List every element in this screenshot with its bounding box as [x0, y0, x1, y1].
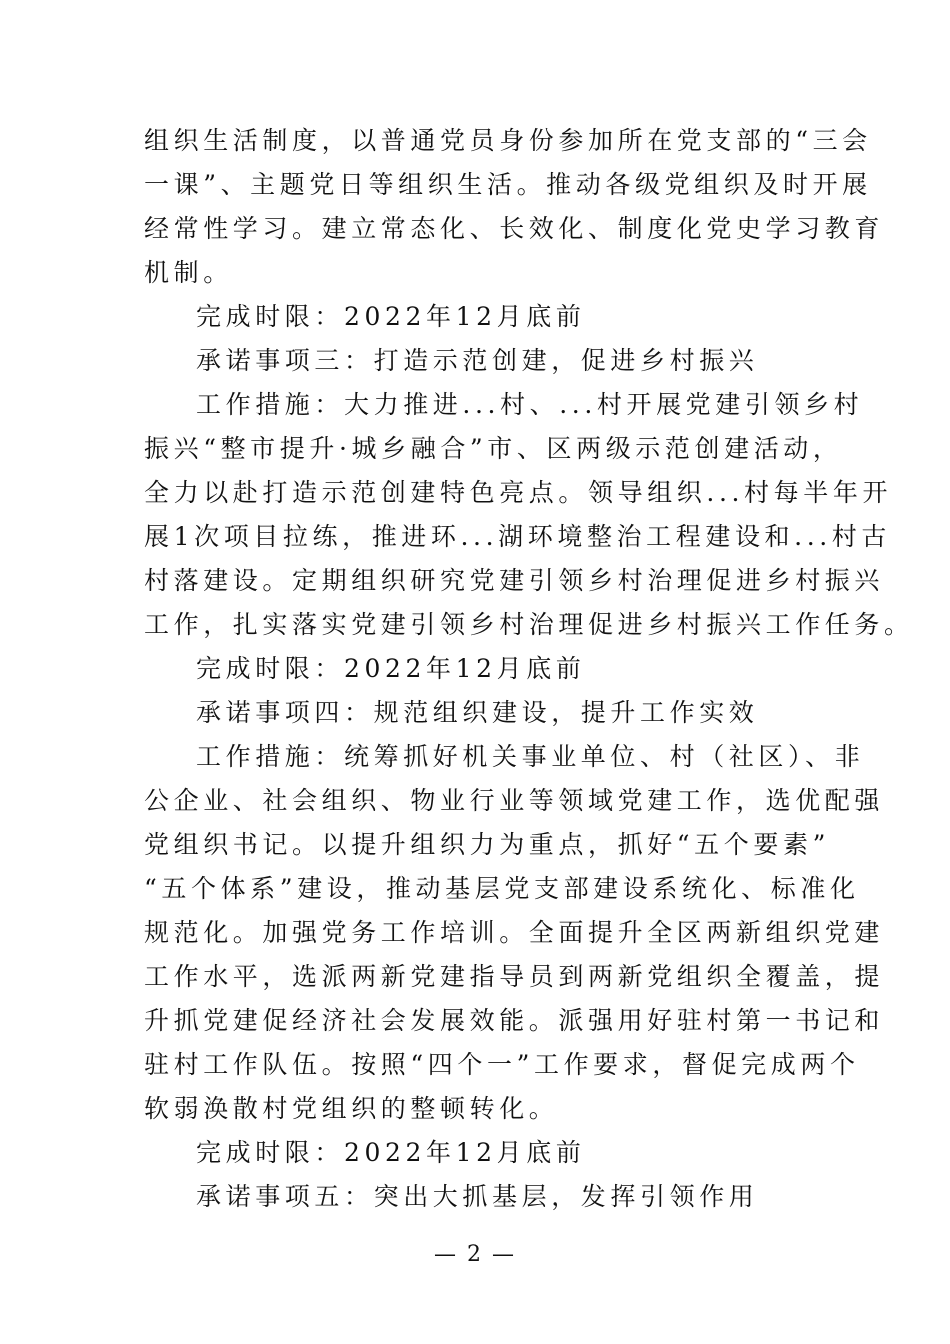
text-line: 一课”、主题党日等组织生活。推动各级党组织及时开展: [144, 170, 872, 199]
text-line: 升抓党建促经济社会发展效能。派强用好驻村第一书记和: [144, 1006, 885, 1035]
text-line: 工作措施：大力推进...村、...村开展党建引领乡村: [196, 390, 864, 419]
text-line: 振兴“整市提升·城乡融合”市、区两级示范创建活动，: [144, 434, 843, 463]
text-line: “五个体系”建设，推动基层党支部建设系统化、标准化: [144, 874, 860, 903]
deadline-line: 完成时限：2022年12月底前: [196, 302, 586, 331]
text-line: 展1次项目拉练，推进环...湖环境整治工程建设和...村古: [144, 522, 891, 551]
text-line: 公企业、社会组织、物业行业等领域党建工作，选优配强: [144, 786, 885, 815]
text-line: 规范化。加强党务工作培训。全面提升全区两新组织党建: [144, 918, 885, 947]
text-line: 党组织书记。以提升组织力为重点，抓好“五个要素”: [144, 830, 830, 859]
text-line: 驻村工作队伍。按照“四个一”工作要求，督促完成两个: [144, 1050, 860, 1079]
text-line: 村落建设。定期组织研究党建引领乡村治理促进乡村振兴: [144, 566, 885, 595]
deadline-line: 完成时限：2022年12月底前: [196, 654, 586, 683]
text-line: 工作，扎实落实党建引领乡村治理促进乡村振兴工作任务。: [144, 610, 914, 639]
text-line: 全力以赴打造示范创建特色亮点。领导组织...村每半年开: [144, 478, 893, 507]
commitment-heading: 承诺事项三：打造示范创建，促进乡村振兴: [196, 346, 759, 375]
text-line: 工作措施：统筹抓好机关事业单位、村（社区）、非: [196, 742, 865, 771]
text-line: 机制。: [144, 258, 233, 287]
text-line: 工作水平，选派两新党建指导员到两新党组织全覆盖，提: [144, 962, 885, 991]
text-line: 经常性学习。建立常态化、长效化、制度化党史学习教育: [144, 214, 885, 243]
commitment-heading: 承诺事项四：规范组织建设，提升工作实效: [196, 698, 759, 727]
page-number: — 2 —: [434, 1242, 516, 1267]
commitment-heading: 承诺事项五：突出大抓基层，发挥引领作用: [196, 1182, 759, 1211]
deadline-line: 完成时限：2022年12月底前: [196, 1138, 586, 1167]
text-line: 组织生活制度，以普通党员身份参加所在党支部的“三会: [144, 126, 872, 155]
text-line: 软弱涣散村党组织的整顿转化。: [144, 1094, 559, 1123]
